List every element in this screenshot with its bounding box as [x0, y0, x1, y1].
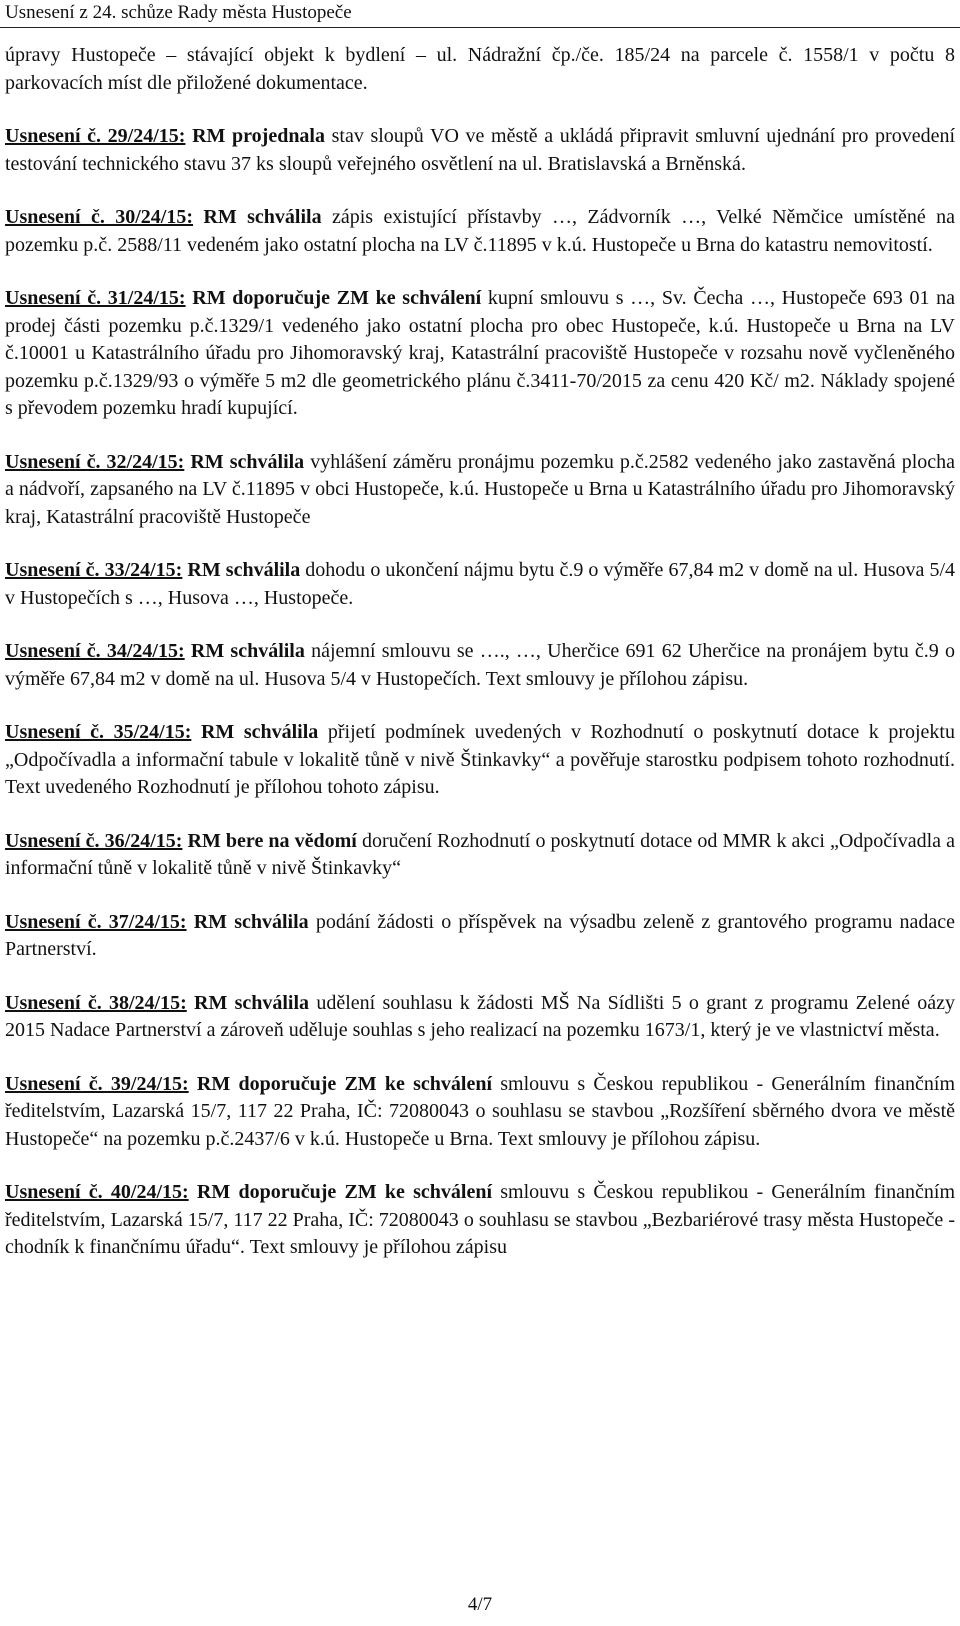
- resolution-35: [5, 719, 955, 802]
- resolution-text: nájemní smlouvu se …., …, Uherčice 691 62 Uherčice na pronájem bytu č.9 o výměře 67,84 m2 v domě na ul. Husova 5/4 v Hustopečích. Text smlouvy je přílohou zápisu.: [5, 640, 956, 690]
- resolution-verb: RM doporučuje ZM ke schválení: [196, 1072, 493, 1095]
- resolution-32: [5, 449, 955, 532]
- resolution-verb: RM bere na vědomí: [187, 829, 357, 852]
- resolution-text: zápis existující přístavby …, Zádvorník …, Velké Němčice umístěné na pozemku p.č. 2588/11 vedeném jako ostatní plocha na LV č.11895 v k.ú. Hustopeče u Brna do katastru nemovitostí.: [5, 206, 956, 256]
- resolution-text: udělení souhlasu k žádosti MŠ Na Sídlišti 5 o grant z programu Zelené oázy 2015 Nadace Partnerství a zároveň uděluje souhlas s jeho realizací na pozemku 1673/1, který je ve vlastnictví města.: [5, 991, 956, 1041]
- resolution-verb: RM doporučuje ZM ke schválení: [192, 287, 482, 309]
- resolution-verb: RM schválila: [190, 450, 305, 473]
- resolution-verb: RM schválila: [203, 206, 322, 228]
- resolution-39: [5, 1071, 955, 1154]
- resolution-text: vyhlášení záměru pronájmu pozemku p.č.2582 vedeného jako zastavěná plocha a nádvoří, zapsaného na LV č.11895 v obci Hustopeče, k.ú. Hustopeče u Brna u Katastrálního úřadu pro Jihomoravský kraj, Katastrální pracoviště Hustopeče: [5, 450, 956, 528]
- resolution-ref: Usnesení č. 31/24/15:: [5, 287, 186, 309]
- resolution-verb: RM schválila: [200, 721, 319, 743]
- resolution-verb: RM schválila: [193, 910, 309, 933]
- resolution-ref: Usnesení č. 33/24/15:: [5, 559, 183, 581]
- resolution-30: [5, 204, 955, 259]
- resolution-text: podání žádosti o příspěvek na výsadbu zeleně z grantového programu nadace Partnerství.: [5, 910, 955, 960]
- resolution-40: [5, 1179, 955, 1262]
- resolution-text: stav sloupů VO ve městě a ukládá připravit smluvní ujednání pro provedení testování technického stavu 37 ks sloupů veřejného osvětlení na ul. Bratislavská a Brněnská.: [5, 125, 955, 175]
- resolution-ref: Usnesení č. 34/24/15:: [5, 640, 185, 662]
- page-header: [0, 0, 960, 28]
- resolution-34: [5, 638, 955, 693]
- resolution-ref: Usnesení č. 38/24/15:: [5, 991, 187, 1014]
- resolution-text: smlouvu s Českou republikou - Generálním finančním ředitelstvím, Lazarská 15/7, 117 22 Praha, IČ: 72080043 o souhlasu se stavbou „Rozšíření sběrného dvora ve městě Hustopeče“ na pozemku p.č.2437/6 v k.ú. Hustopeče u Brna. Text smlouvy je přílohou zápisu.: [5, 1072, 956, 1150]
- resolution-ref: Usnesení č. 36/24/15:: [5, 829, 183, 852]
- resolution-29: [5, 123, 955, 178]
- resolution-37: [5, 909, 955, 964]
- resolution-36: [5, 828, 955, 883]
- resolution-verb: RM schválila: [187, 559, 301, 581]
- resolution-ref: Usnesení č. 30/24/15:: [5, 206, 194, 228]
- resolution-ref: Usnesení č. 32/24/15:: [5, 450, 185, 473]
- resolution-verb: RM projednala: [192, 125, 325, 147]
- resolution-text: dohodu o ukončení nájmu bytu č.9 o výměře 67,84 m2 v domě na ul. Husova 5/4 v Hustopečích s …, Husova …, Hustopeče.: [5, 559, 956, 609]
- resolution-text: přijetí podmínek uvedených v Rozhodnutí o poskytnutí dotace k projektu „Odpočívadla a informační tabule v lokalitě tůně v nivě Štinkavky“ a pověřuje starostku podpisem tohoto rozhodnutí. Text uvedeného Rozhodnutí je přílohou tohoto zápisu.: [5, 721, 955, 798]
- page-number: 4/7: [467, 1594, 493, 1615]
- intro-text: úpravy Hustopeče – stávající objekt k bydlení – ul. Nádražní čp./če. 185/24 na parcele č. 1558/1 v počtu 8 parkovacích míst dle přiložené dokumentace.: [5, 44, 955, 94]
- resolution-ref: Usnesení č. 40/24/15:: [5, 1181, 189, 1203]
- resolution-verb: RM doporučuje ZM ke schválení: [196, 1181, 493, 1203]
- resolution-verb: RM schválila: [190, 640, 305, 662]
- resolution-text: doručení Rozhodnutí o poskytnutí dotace od MMR k akci „Odpočívadla a informační tůně v lokalitě tůně v nivě Štinkavky“: [5, 829, 956, 879]
- resolution-ref: Usnesení č. 35/24/15:: [5, 721, 192, 743]
- resolution-text: kupní smlouvu s …, Sv. Čecha …, Hustopeče 693 01 na prodej části pozemku p.č.1329/1 vedeného jako ostatní plocha pro obec Hustopeče, k.ú. Hustopeče u Brna na LV č.10001 u Katastrálního úřadu pro Jihomoravský kraj, Katastrální pracoviště Hustopeče v rozsahu nově vyčleněného pozemku p.č.1329/93 o výměře 5 m2 dle geometrického plánu č.3411-70/2015 za cenu 420 Kč/ m2. Náklady spojené s převodem pozemku hradí kupující.: [5, 287, 956, 419]
- document-body: [5, 42, 955, 1288]
- resolution-text: smlouvu s Českou republikou - Generálním finančním ředitelstvím, Lazarská 15/7, 117 22 Praha, IČ: 72080043 o souhlasu se stavbou „Bezbariérové trasy města Hustopeče - chodník k finančnímu úřadu“. Text smlouvy je přílohou zápisu: [5, 1181, 956, 1258]
- resolution-ref: Usnesení č. 37/24/15:: [5, 910, 187, 933]
- resolution-ref: Usnesení č. 39/24/15:: [5, 1072, 189, 1095]
- intro-paragraph: [5, 42, 955, 97]
- header-title: Usnesení z 24. schůze Rady města Hustopeče: [5, 2, 352, 23]
- resolution-38: [5, 990, 955, 1045]
- resolution-33: [5, 557, 955, 612]
- resolution-31: [5, 285, 955, 423]
- resolution-ref: Usnesení č. 29/24/15:: [5, 125, 186, 147]
- resolution-verb: RM schválila: [194, 991, 310, 1014]
